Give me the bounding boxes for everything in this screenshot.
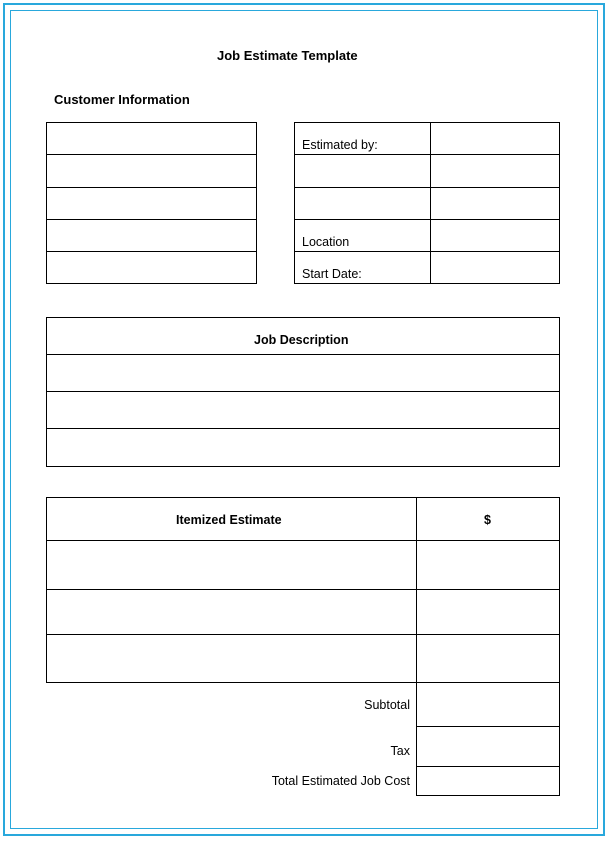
customer-row-divider [46,251,257,252]
job-description-header: Job Description [254,333,349,347]
itemized-row-divider [46,634,560,635]
customer-row-divider [46,154,257,155]
job-description-row-divider [46,354,560,355]
document-title: Job Estimate Template [217,48,358,63]
job-description-row-divider [46,428,560,429]
amount-column-header: $ [484,513,491,527]
tax-label: Tax [390,744,410,758]
estimated-by-label: Estimated by: [302,138,378,152]
start-date-label: Start Date: [302,267,362,281]
itemized-estimate-header: Itemized Estimate [176,513,282,527]
customer-info-box [46,122,257,284]
estimator-row-divider [294,187,560,188]
totals-row-divider [416,766,560,767]
subtotal-label: Subtotal [364,698,410,712]
estimator-row-divider [294,219,560,220]
customer-row-divider [46,219,257,220]
customer-row-divider [46,187,257,188]
job-description-row-divider [46,391,560,392]
itemized-estimate-table [46,497,560,683]
totals-box [416,682,560,796]
estimator-row-divider [294,251,560,252]
itemized-column-divider [416,497,417,683]
itemized-row-divider [46,589,560,590]
estimator-row-divider [294,154,560,155]
itemized-row-divider [46,540,560,541]
total-estimated-cost-label: Total Estimated Job Cost [271,774,410,788]
estimator-column-divider [430,122,431,284]
customer-section-label: Customer Information [54,92,190,107]
totals-row-divider [416,726,560,727]
location-label: Location [302,235,350,249]
